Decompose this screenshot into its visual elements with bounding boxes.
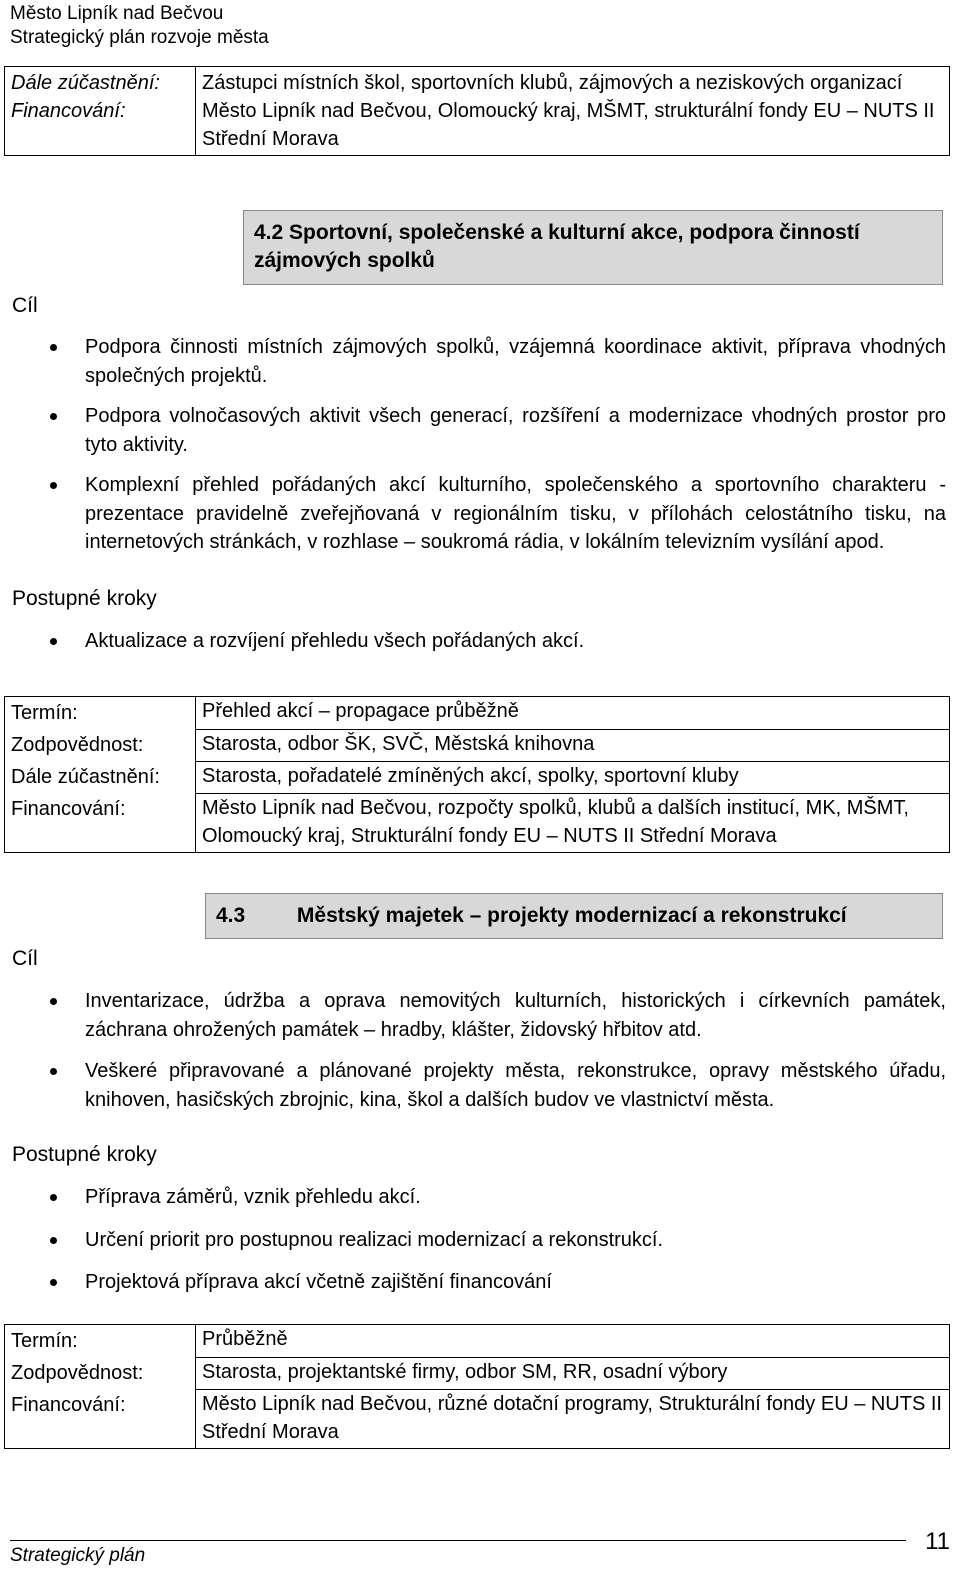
list-item: Podpora volnočasových aktivit všech generací, rozšíření a modernizace vhodných prostor pro tyto aktivity.	[0, 402, 960, 459]
responsibility-table	[4, 1324, 950, 1449]
row-value: Město Lipník nad Bečvou, rozpočty spolků, klubů a dalších institucí, MK, MŠMT, Olomoucký kraj, Strukturální fondy EU – NUTS II Střední Morava	[196, 793, 950, 852]
row-value: Zástupci místních škol, sportovních klubů, zájmových a neziskových organizací	[202, 72, 903, 94]
list-item: Podpora činnosti místních zájmových spolků, vzájemná koordinace aktivit, příprava vhodných společných projektů.	[0, 333, 960, 390]
goals-list	[0, 333, 960, 557]
row-label: Termín:	[5, 697, 196, 730]
steps-label: Postupné kroky	[12, 1143, 157, 1166]
row-label: Financování:	[5, 793, 196, 852]
bullet-icon	[50, 1194, 57, 1201]
list-item: Projektová příprava akcí včetně zajištění financování	[0, 1268, 960, 1297]
bullet-icon	[50, 1237, 57, 1244]
row-label: Financování:	[5, 1389, 196, 1448]
table-row	[5, 761, 950, 793]
table-row	[5, 793, 950, 852]
list-item: Příprava záměrů, vznik přehledu akcí.	[0, 1183, 960, 1212]
row-label: Termín:	[5, 1325, 196, 1358]
list-item: Inventarizace, údržba a oprava nemovitých kulturních, historických i církevních památek, záchrana ohrožených památek – hradby, klášter, židovský hřbitov atd.	[0, 987, 960, 1044]
bullet-icon	[50, 1279, 57, 1286]
table-row	[5, 67, 950, 156]
steps-list	[0, 627, 960, 656]
row-label: Dále zúčastnění:	[5, 761, 196, 793]
row-value: Město Lipník nad Bečvou, různé dotační programy, Strukturální fondy EU – NUTS II Střední Morava	[196, 1389, 950, 1448]
header-subtitle: Strategický plán rozvoje města	[10, 27, 269, 48]
row-value: Starosta, pořadatelé zmíněných akcí, spolky, sportovní kluby	[196, 761, 950, 793]
bullet-icon	[50, 1068, 57, 1075]
header-town: Město Lipník nad Bečvou	[10, 3, 224, 24]
footer-rule	[10, 1540, 906, 1541]
list-item: Komplexní přehled pořádaných akcí kulturního, společenského a sportovního charakteru - prezentace pravidelně zveřejňovaná v regionálním tisku, v přílohách celostátního tisku, na internetových stránkách, v rozhlase – soukromá rádia, v lokálním televizním vysílání apod.	[0, 471, 960, 557]
row-value: Město Lipník nad Bečvou, Olomoucký kraj, MŠMT, strukturální fondy EU – NUTS II Střední Morava	[202, 100, 935, 150]
goal-label: Cíl	[12, 294, 38, 317]
row-value: Průběžně	[196, 1325, 950, 1358]
steps-label: Postupné kroky	[12, 587, 157, 610]
table-row	[5, 729, 950, 761]
bullet-icon	[50, 482, 57, 489]
row-value: Starosta, projektantské firmy, odbor SM, RR, osadní výbory	[196, 1357, 950, 1389]
section-title-4-3	[205, 893, 943, 939]
row-value: Přehled akcí – propagace průběžně	[196, 697, 950, 730]
row-label: Zodpovědnost:	[5, 729, 196, 761]
section-title: 4.2 Sportovní, společenské a kulturní akce, podpora činností zájmových spolků	[254, 221, 860, 272]
table-row	[5, 1325, 950, 1358]
steps-list	[0, 1183, 960, 1297]
row-value: Starosta, odbor ŠK, SVČ, Městská knihovna	[196, 729, 950, 761]
table-row	[5, 697, 950, 730]
goals-list	[0, 987, 960, 1114]
table-row	[5, 1357, 950, 1389]
bullet-icon	[50, 638, 57, 645]
list-item: Určení priorit pro postupnou realizaci modernizací a rekonstrukcí.	[0, 1226, 960, 1255]
list-item: Veškeré připravované a plánované projekty města, rekonstrukce, opravy městského úřadu, knihoven, hasičských zbrojnic, kina, škol a dalších budov ve vlastnictví města.	[0, 1057, 960, 1114]
row-label: Dále zúčastnění:	[11, 72, 160, 94]
page-number: 11	[925, 1528, 950, 1555]
goal-label: Cíl	[12, 947, 38, 970]
responsibility-table	[4, 696, 950, 853]
section-title-4-2	[243, 210, 943, 285]
section-title: Městský majetek – projekty modernizací a rekonstrukcí	[296, 904, 847, 927]
row-label: Financování:	[11, 100, 126, 122]
section-number: 4.3	[216, 904, 246, 927]
bullet-icon	[50, 998, 57, 1005]
bullet-icon	[50, 413, 57, 420]
top-info-table	[4, 66, 950, 156]
list-item: Aktualizace a rozvíjení přehledu všech pořádaných akcí.	[0, 627, 960, 656]
page-header	[10, 2, 269, 50]
footer-title: Strategický plán	[10, 1545, 146, 1566]
row-label: Zodpovědnost:	[5, 1357, 196, 1389]
table-row	[5, 1389, 950, 1448]
bullet-icon	[50, 344, 57, 351]
